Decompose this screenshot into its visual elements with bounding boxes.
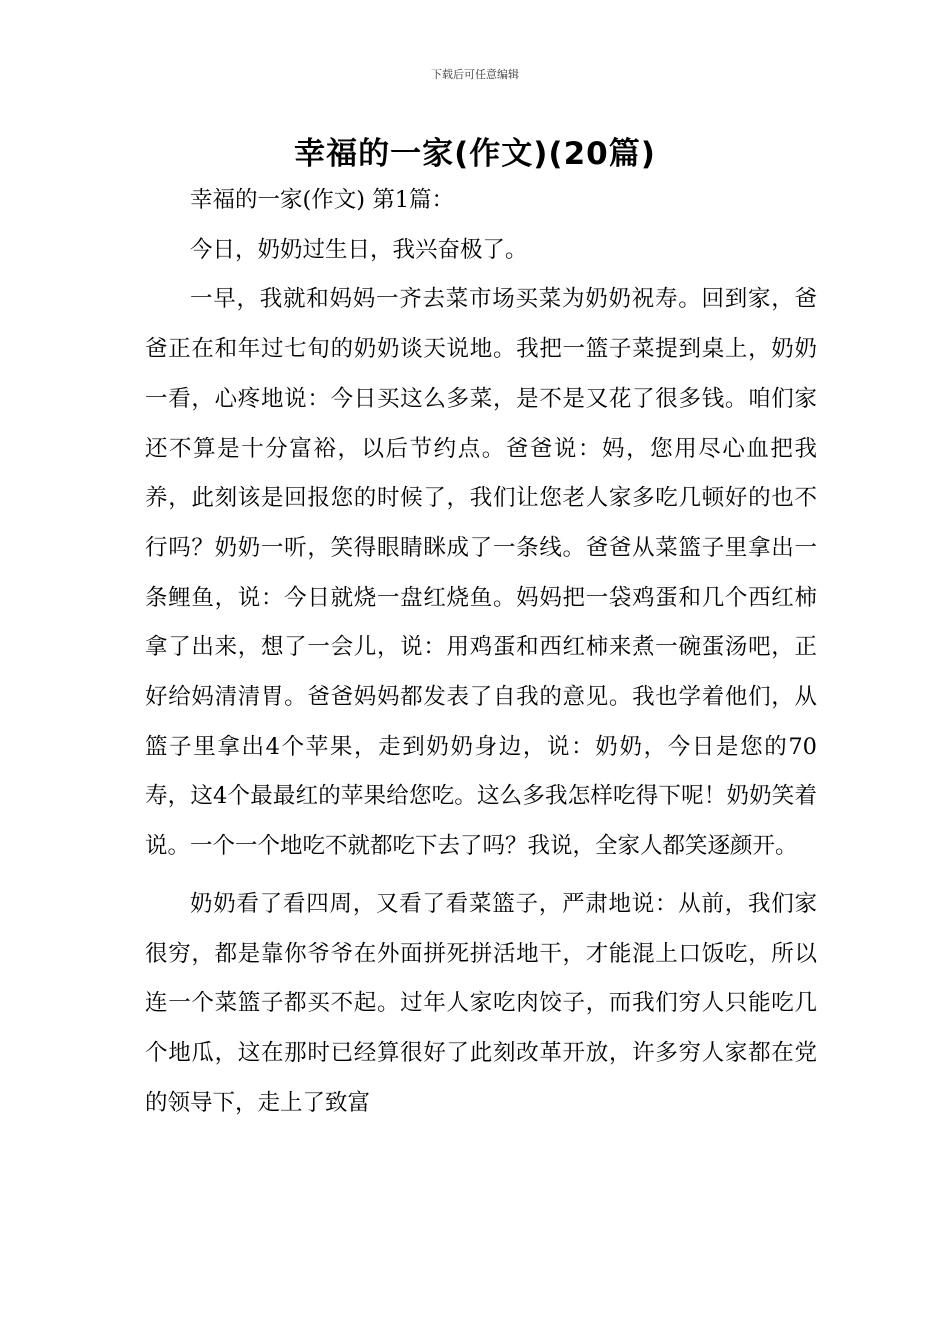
paragraph-subtitle: 幸福的一家(作文) 第1篇：	[190, 187, 455, 213]
paragraph: 今日，奶奶过生日，我兴奋极了。	[190, 236, 528, 263]
paragraph: 一早，我就和妈妈一齐去菜市场买菜为奶奶祝寿。回到家，爸爸正在和年过七旬的奶奶谈天说地。我把一篮子菜提到桌上，奶奶一看，心疼地说：今日买这么多菜，是不是又花了很多钱。咱们家还不算是十分富裕，以后节约点。爸爸说：妈，您用尽心血把我养，此刻该是回报您的时候了，我们让您老人家多吃几顿好的也不行吗？奶奶一听，笑得眼睛眯成了一条线。爸爸从菜篮子里拿出一条鲤鱼，说：今日就烧一盘红烧鱼。妈妈把一袋鸡蛋和几个西红柿拿了出来，想了一会儿，说：用鸡蛋和西红柿来煮一碗蛋汤吧，正好给妈清清胃。爸爸妈妈都发表了自我的意见。我也学着他们，从篮子里拿出4个苹果，走到奶奶身边，说：奶奶，今日是您的70寿，这4个最最红的苹果给您吃。这么多我怎样吃得下呢！奶奶笑着说。一个一个地吃不就都吃下去了吗？我说，全家人都笑逐颜开。	[145, 286, 817, 860]
header-note: 下载后可任意编辑	[431, 68, 519, 81]
document-title: 幸福的一家(作文)(20篇)	[294, 136, 656, 172]
paragraph: 奶奶看了看四周，又看了看菜篮子，严肃地说：从前，我们家很穷，都是靠你爷爷在外面拼死拼活地干，才能混上口饭吃，所以连一个菜篮子都买不起。过年人家吃肉饺子，而我们穷人只能吃几个地瓜，这在那时已经算很好了此刻改革开放，许多穷人家都在党的领导下，走上了致富	[145, 890, 817, 1116]
document-body	[145, 176, 817, 1128]
